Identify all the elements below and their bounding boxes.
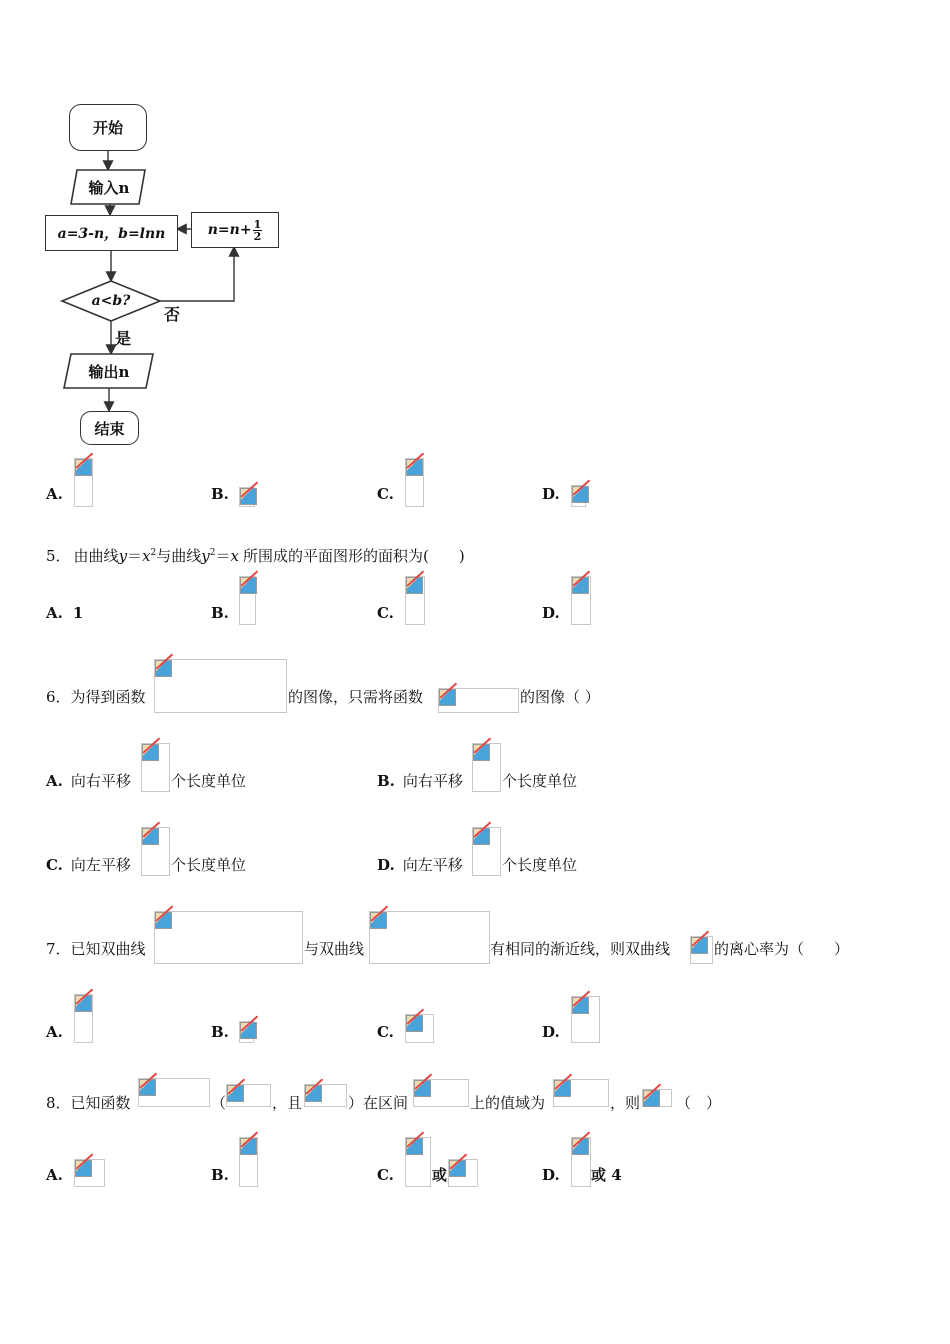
q8-option-d-or: 或 4 (591, 1166, 622, 1184)
q6-option-a-image (141, 743, 170, 792)
q8-number (46, 1093, 131, 1113)
q7-option-c: C. (377, 1023, 394, 1041)
q8-text-2: （ (211, 1094, 227, 1112)
q8-range-image (553, 1079, 609, 1107)
q5-exp: 2 (150, 548, 157, 558)
q8-func-image (138, 1078, 210, 1107)
q5-option-c: C. (377, 604, 394, 622)
q5-var-x2: x (230, 547, 239, 565)
q6-number (46, 687, 146, 707)
q8-option-c-or: 或 (432, 1166, 448, 1184)
flow-end-label: 结束 (94, 419, 125, 438)
q5-option-a-letter: A. (46, 604, 63, 622)
flow-update (191, 212, 279, 248)
q8-option-c-image-2 (448, 1159, 478, 1187)
q6-option-a-unit: 个长度单位 (171, 772, 247, 790)
q6-b-letter: B. (377, 772, 395, 790)
q7-hyperbola-image-1 (154, 911, 303, 964)
q6-option-c-unit: 个长度单位 (171, 856, 247, 874)
q8-num: 8． (46, 1094, 71, 1112)
q5-option-a (46, 603, 83, 623)
q7-option-c-image (405, 1014, 434, 1043)
q7-hyperbola-image-2 (369, 911, 490, 964)
q6-option-d (377, 855, 463, 875)
q7-option-a: A. (46, 1023, 63, 1041)
q7-option-d: D. (542, 1023, 560, 1041)
q5-option-a-value: 1 (72, 604, 84, 622)
q7-option-a-image (74, 994, 93, 1043)
q4-option-a: A. (46, 485, 63, 503)
q8-option-d: D. (542, 1166, 560, 1184)
q5-var-x: x (142, 547, 151, 565)
q7-number (46, 939, 146, 959)
q5-option-d-image (571, 576, 591, 625)
q6-func-image-1 (154, 659, 287, 713)
q4-option-a-image (74, 458, 93, 507)
q7-option-d-image (571, 996, 600, 1043)
q4-option-c-image (405, 458, 424, 507)
q5-option-c-image (405, 576, 425, 625)
flow-assign-label: a=3-n，b=lnn (57, 226, 166, 242)
q4-option-b-image (239, 487, 255, 507)
q4-option-d-image (571, 485, 586, 507)
q6-text-3: 的图像（ ） (520, 688, 600, 706)
flow-end (80, 411, 139, 445)
q8-text-5: 上的值域为 (470, 1094, 546, 1112)
q7-text-3: 有相同的渐近线，则双曲线 (490, 940, 671, 958)
q8-target-image (642, 1089, 672, 1107)
q5-option-b-image (239, 576, 256, 625)
q8-text-3: ，且 (272, 1094, 303, 1112)
q8-interval-image (413, 1079, 469, 1107)
q6-d-letter: D. (377, 856, 395, 874)
q8-text-4: ）在区间 (348, 1094, 409, 1112)
q8-option-c: C. (377, 1166, 394, 1184)
flow-assign (45, 215, 178, 251)
flow-decision-label: a<b? (91, 293, 131, 309)
q5-exp2: 2 (209, 548, 216, 558)
q8-option-c-image-1 (405, 1137, 431, 1187)
q6-option-c-image (141, 827, 170, 876)
q5-var-y: y (118, 547, 128, 565)
q8-text-6: ，则 (610, 1094, 641, 1112)
q5-eq2: ＝ (215, 547, 231, 565)
q4-option-c: C. (377, 485, 394, 503)
q8-text-1: 已知函数 (70, 1094, 131, 1112)
q5-option-d: D. (542, 604, 560, 622)
q5-var-y2: y (201, 547, 210, 565)
q8-cond-image-1 (226, 1084, 271, 1107)
q8-option-a: A. (46, 1166, 63, 1184)
q8-cond-image-2 (304, 1084, 347, 1107)
q5-eq: ＝ (127, 547, 143, 565)
q7-text-1: 已知双曲线 (70, 940, 146, 958)
q5-text-2: 与曲线 (156, 547, 202, 565)
question-5 (46, 543, 465, 566)
q6-option-b (377, 771, 463, 791)
fraction-denominator: 2 (253, 229, 262, 243)
q6-option-d-unit: 个长度单位 (502, 856, 578, 874)
q6-option-d-image (472, 827, 501, 876)
q8-option-b: B. (211, 1166, 229, 1184)
q8-text-7: （ ） (676, 1094, 722, 1112)
q6-a-text: 向右平移 (70, 772, 131, 790)
q5-option-b: B. (211, 604, 229, 622)
q5-text-3: 所围成的平面图形的面积为( ) (242, 547, 465, 565)
q6-c-text: 向左平移 (70, 856, 131, 874)
q6-option-c (46, 855, 131, 875)
flow-input-label: 输入n (88, 178, 130, 197)
q5-text-1: 由曲线 (73, 547, 119, 565)
flow-start (69, 104, 147, 151)
flow-start-label: 开始 (92, 119, 123, 137)
q6-option-a (46, 771, 131, 791)
q7-num: 7． (46, 940, 71, 958)
q4-option-d: D. (542, 485, 560, 503)
q7-option-b-image (239, 1021, 254, 1043)
q6-b-text: 向右平移 (402, 772, 463, 790)
q4-option-b: B. (211, 485, 229, 503)
flow-output (68, 354, 150, 388)
q6-a-letter: A. (46, 772, 63, 790)
q8-option-a-image (74, 1159, 105, 1187)
flow-input (74, 170, 144, 204)
q6-func-image-2 (438, 688, 519, 713)
flow-update-fraction (253, 219, 263, 242)
flow-no-label: 否 (164, 305, 181, 324)
q8-option-b-image (239, 1137, 258, 1187)
flow-decision (70, 290, 152, 312)
q7-text-2: 与双曲线 (304, 940, 365, 958)
q6-option-b-image (472, 743, 501, 792)
q7-text-4: 的离心率为（ ） (714, 940, 850, 958)
q6-num: 6． (46, 688, 71, 706)
flow-output-label: 输出n (88, 362, 130, 381)
flow-yes-label: 是 (115, 329, 132, 348)
q8-option-d-image (571, 1137, 591, 1187)
q6-option-b-unit: 个长度单位 (502, 772, 578, 790)
q6-text-2: 的图像，只需将函数 (288, 688, 424, 706)
q6-text-1: 为得到函数 (70, 688, 146, 706)
q7-hyperbola-image-3 (690, 936, 713, 964)
q5-number: 5． (46, 547, 71, 565)
q6-c-letter: C. (46, 856, 63, 874)
fraction-numerator: 1 (253, 217, 262, 231)
flow-update-label: n=n+ (207, 222, 252, 238)
q7-option-b: B. (211, 1023, 229, 1041)
q6-d-text: 向左平移 (402, 856, 463, 874)
